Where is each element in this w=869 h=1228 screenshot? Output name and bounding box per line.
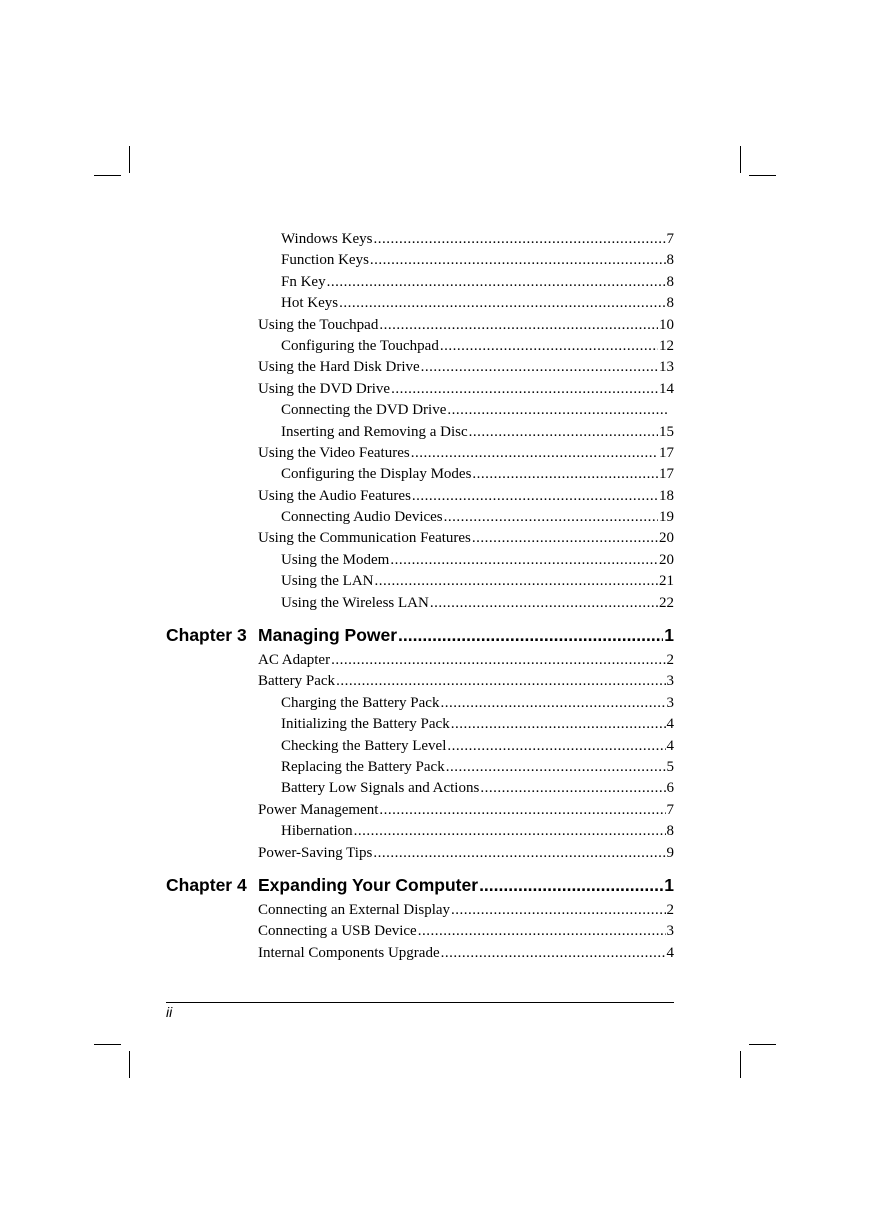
dot-leader [451, 714, 666, 735]
toc-entry-title: Hibernation [281, 823, 353, 840]
toc-section-a [166, 229, 674, 614]
dot-leader [480, 778, 665, 799]
dot-leader [441, 943, 666, 964]
toc-entry-title: Configuring the Display Modes [281, 466, 472, 483]
toc-entry-title: Inserting and Removing a Disc [281, 423, 468, 440]
toc-entry[interactable] [166, 379, 674, 400]
toc-entry-page: 8 [666, 252, 674, 269]
dot-leader [398, 622, 663, 649]
toc-entry-page: 4 [666, 716, 674, 733]
crop-mark-bottom-left-h [94, 1044, 121, 1045]
toc-entry-page: 20 [659, 530, 674, 547]
toc-entry[interactable] [166, 550, 674, 571]
toc-entry-page: 6 [666, 780, 674, 797]
dot-leader [412, 486, 658, 507]
toc-entry-title: Initializing the Battery Pack [281, 716, 450, 733]
crop-mark-top-left-h [94, 175, 121, 176]
dot-leader [451, 900, 665, 921]
toc-entry[interactable] [166, 921, 674, 942]
dot-leader [339, 293, 665, 314]
dot-leader [370, 250, 666, 271]
toc-entry-title: Internal Components Upgrade [258, 944, 440, 961]
toc-entry-title: Connecting the DVD Drive [281, 402, 447, 419]
toc-entry-page: 2 [666, 901, 674, 918]
toc-entry-page: 7 [666, 231, 674, 247]
toc-entry-title: Charging the Battery Pack [281, 694, 440, 711]
toc-entry-title: Using the Touchpad [258, 316, 379, 333]
toc-entry-title: Connecting an External Display [258, 901, 451, 918]
toc-entry[interactable] [166, 293, 674, 314]
toc-entry[interactable] [166, 693, 674, 714]
dot-leader [379, 315, 658, 336]
dot-leader [447, 400, 667, 421]
toc-entry[interactable] [166, 900, 674, 921]
chapter-label: Chapter 3 [166, 625, 247, 646]
dot-leader [430, 593, 658, 614]
toc-entry-page: 8 [666, 823, 674, 840]
toc-section-c [166, 900, 674, 964]
toc-entry-title: Hot Keys [281, 295, 339, 312]
toc-entry[interactable] [166, 736, 674, 757]
dot-leader [390, 550, 658, 571]
toc-entry-title: Connecting Audio Devices [281, 509, 443, 526]
toc-entry[interactable] [166, 250, 674, 271]
toc-entry-page: 10 [659, 316, 674, 333]
toc-entry-title: Power-Saving Tips [258, 844, 373, 861]
crop-mark-top-right-h [749, 175, 776, 176]
chapter-page: 1 [664, 874, 674, 895]
toc-entry[interactable] [166, 464, 674, 485]
dot-leader [373, 843, 665, 864]
toc-section-b [166, 650, 674, 864]
toc-entry-page: 8 [666, 273, 674, 290]
toc-entry-title: Replacing the Battery Pack [281, 758, 445, 775]
page-number: ii [166, 1004, 173, 1020]
toc-entry-title: Fn Key [281, 273, 326, 290]
toc-entry[interactable] [166, 528, 674, 549]
toc-entry[interactable] [166, 443, 674, 464]
dot-leader [379, 800, 665, 821]
toc-entry[interactable] [166, 593, 674, 614]
toc-entry[interactable] [166, 821, 674, 842]
toc-entry-page: 2 [666, 652, 674, 669]
dot-leader [440, 336, 658, 357]
toc-entry[interactable] [166, 336, 674, 357]
toc-entry-title: Battery Low Signals and Actions [281, 780, 480, 797]
dot-leader [331, 650, 665, 671]
chapter-heading-3[interactable] [166, 622, 674, 649]
toc-entry-title: Using the Hard Disk Drive [258, 359, 420, 376]
dot-leader [440, 693, 665, 714]
toc-entry[interactable] [166, 272, 674, 293]
toc-entry-page: 4 [666, 944, 674, 961]
chapter-label: Chapter 4 [166, 874, 247, 895]
toc-entry-title: Checking the Battery Level [281, 737, 447, 754]
dot-leader [469, 422, 658, 443]
toc-entry[interactable] [166, 357, 674, 378]
toc-entry-title: Using the Wireless LAN [281, 594, 429, 611]
chapter-heading-4[interactable] [166, 872, 674, 899]
chapter-page: 1 [664, 625, 674, 646]
toc-entry-page: 8 [666, 295, 674, 312]
toc-entry[interactable] [166, 800, 674, 821]
toc-entry[interactable] [166, 671, 674, 692]
toc-entry[interactable] [166, 507, 674, 528]
toc-entry[interactable] [166, 843, 674, 864]
footer-rule [166, 1002, 674, 1003]
toc-entry-title: Configuring the Touchpad [281, 337, 439, 354]
crop-mark-bottom-right-v [740, 1051, 741, 1078]
crop-mark-bottom-right-h [749, 1044, 776, 1045]
toc-entry-title: Function Keys [281, 252, 369, 269]
toc-entry-title: Windows Keys [281, 231, 373, 247]
toc-entry-page: 4 [666, 737, 674, 754]
toc-entry-page: 3 [666, 694, 674, 711]
dot-leader [354, 821, 666, 842]
crop-mark-top-left-v [129, 146, 130, 173]
dot-leader [336, 671, 665, 692]
dot-leader [479, 872, 663, 899]
toc-entry-page: 22 [659, 594, 674, 611]
toc-entry-title: Connecting a USB Device [258, 923, 417, 940]
toc-entry-page: 12 [659, 337, 674, 354]
toc-entry-page: 19 [659, 509, 674, 526]
toc-entry-page: 3 [666, 923, 674, 940]
dot-leader [472, 464, 658, 485]
toc-entry[interactable] [166, 315, 674, 336]
toc-entry[interactable] [166, 778, 674, 799]
toc-entry-page: 17 [659, 444, 674, 461]
toc-entry-title: Using the Video Features [258, 444, 410, 461]
chapter-title: Managing Power [258, 625, 398, 646]
dot-leader [373, 229, 665, 250]
toc-entry-title: AC Adapter [258, 652, 331, 669]
toc-entry[interactable] [166, 650, 674, 671]
toc-entry[interactable] [166, 422, 674, 443]
toc-entry[interactable] [166, 714, 674, 735]
dot-leader [446, 757, 666, 778]
toc-entry-title: Using the DVD Drive [258, 380, 391, 397]
toc-entry-title: Power Management [258, 801, 379, 818]
dot-leader [421, 357, 658, 378]
dot-leader [327, 272, 666, 293]
toc-entry-page: 17 [659, 466, 674, 483]
toc-entry-page: 20 [659, 551, 674, 568]
toc-entry[interactable] [166, 757, 674, 778]
toc-entry-title: Using the Modem [281, 551, 390, 568]
toc-entry-page: 15 [659, 423, 674, 440]
toc-entry-page: 9 [666, 844, 674, 861]
toc-entry[interactable] [166, 571, 674, 592]
dot-leader [444, 507, 658, 528]
toc-entry-page: 14 [659, 380, 674, 397]
toc-entry-page: 18 [659, 487, 674, 504]
crop-mark-bottom-left-v [129, 1051, 130, 1078]
toc-entry-page: 5 [666, 758, 674, 775]
toc-entry-page: 13 [659, 359, 674, 376]
toc-entry-page: 7 [666, 801, 674, 818]
dot-leader [375, 571, 659, 592]
toc-entry-title: Battery Pack [258, 673, 336, 690]
dot-leader [447, 736, 665, 757]
toc-entry-title: Using the Communication Features [258, 530, 471, 547]
toc-entry-page: 3 [666, 673, 674, 690]
toc-entry[interactable] [166, 943, 674, 964]
toc-entry-page: 21 [659, 573, 674, 590]
chapter-title: Expanding Your Computer [258, 874, 479, 895]
toc-entry-title: Using the Audio Features [258, 487, 411, 504]
toc-entry-title: Using the LAN [281, 573, 374, 590]
dot-leader [472, 528, 658, 549]
toc-entry[interactable] [166, 400, 674, 421]
dot-leader [411, 443, 658, 464]
dot-leader [391, 379, 658, 400]
dot-leader [418, 921, 666, 942]
toc-entry[interactable] [166, 486, 674, 507]
toc-entry[interactable] [166, 229, 674, 250]
crop-mark-top-right-v [740, 146, 741, 173]
table-of-contents [166, 229, 674, 964]
